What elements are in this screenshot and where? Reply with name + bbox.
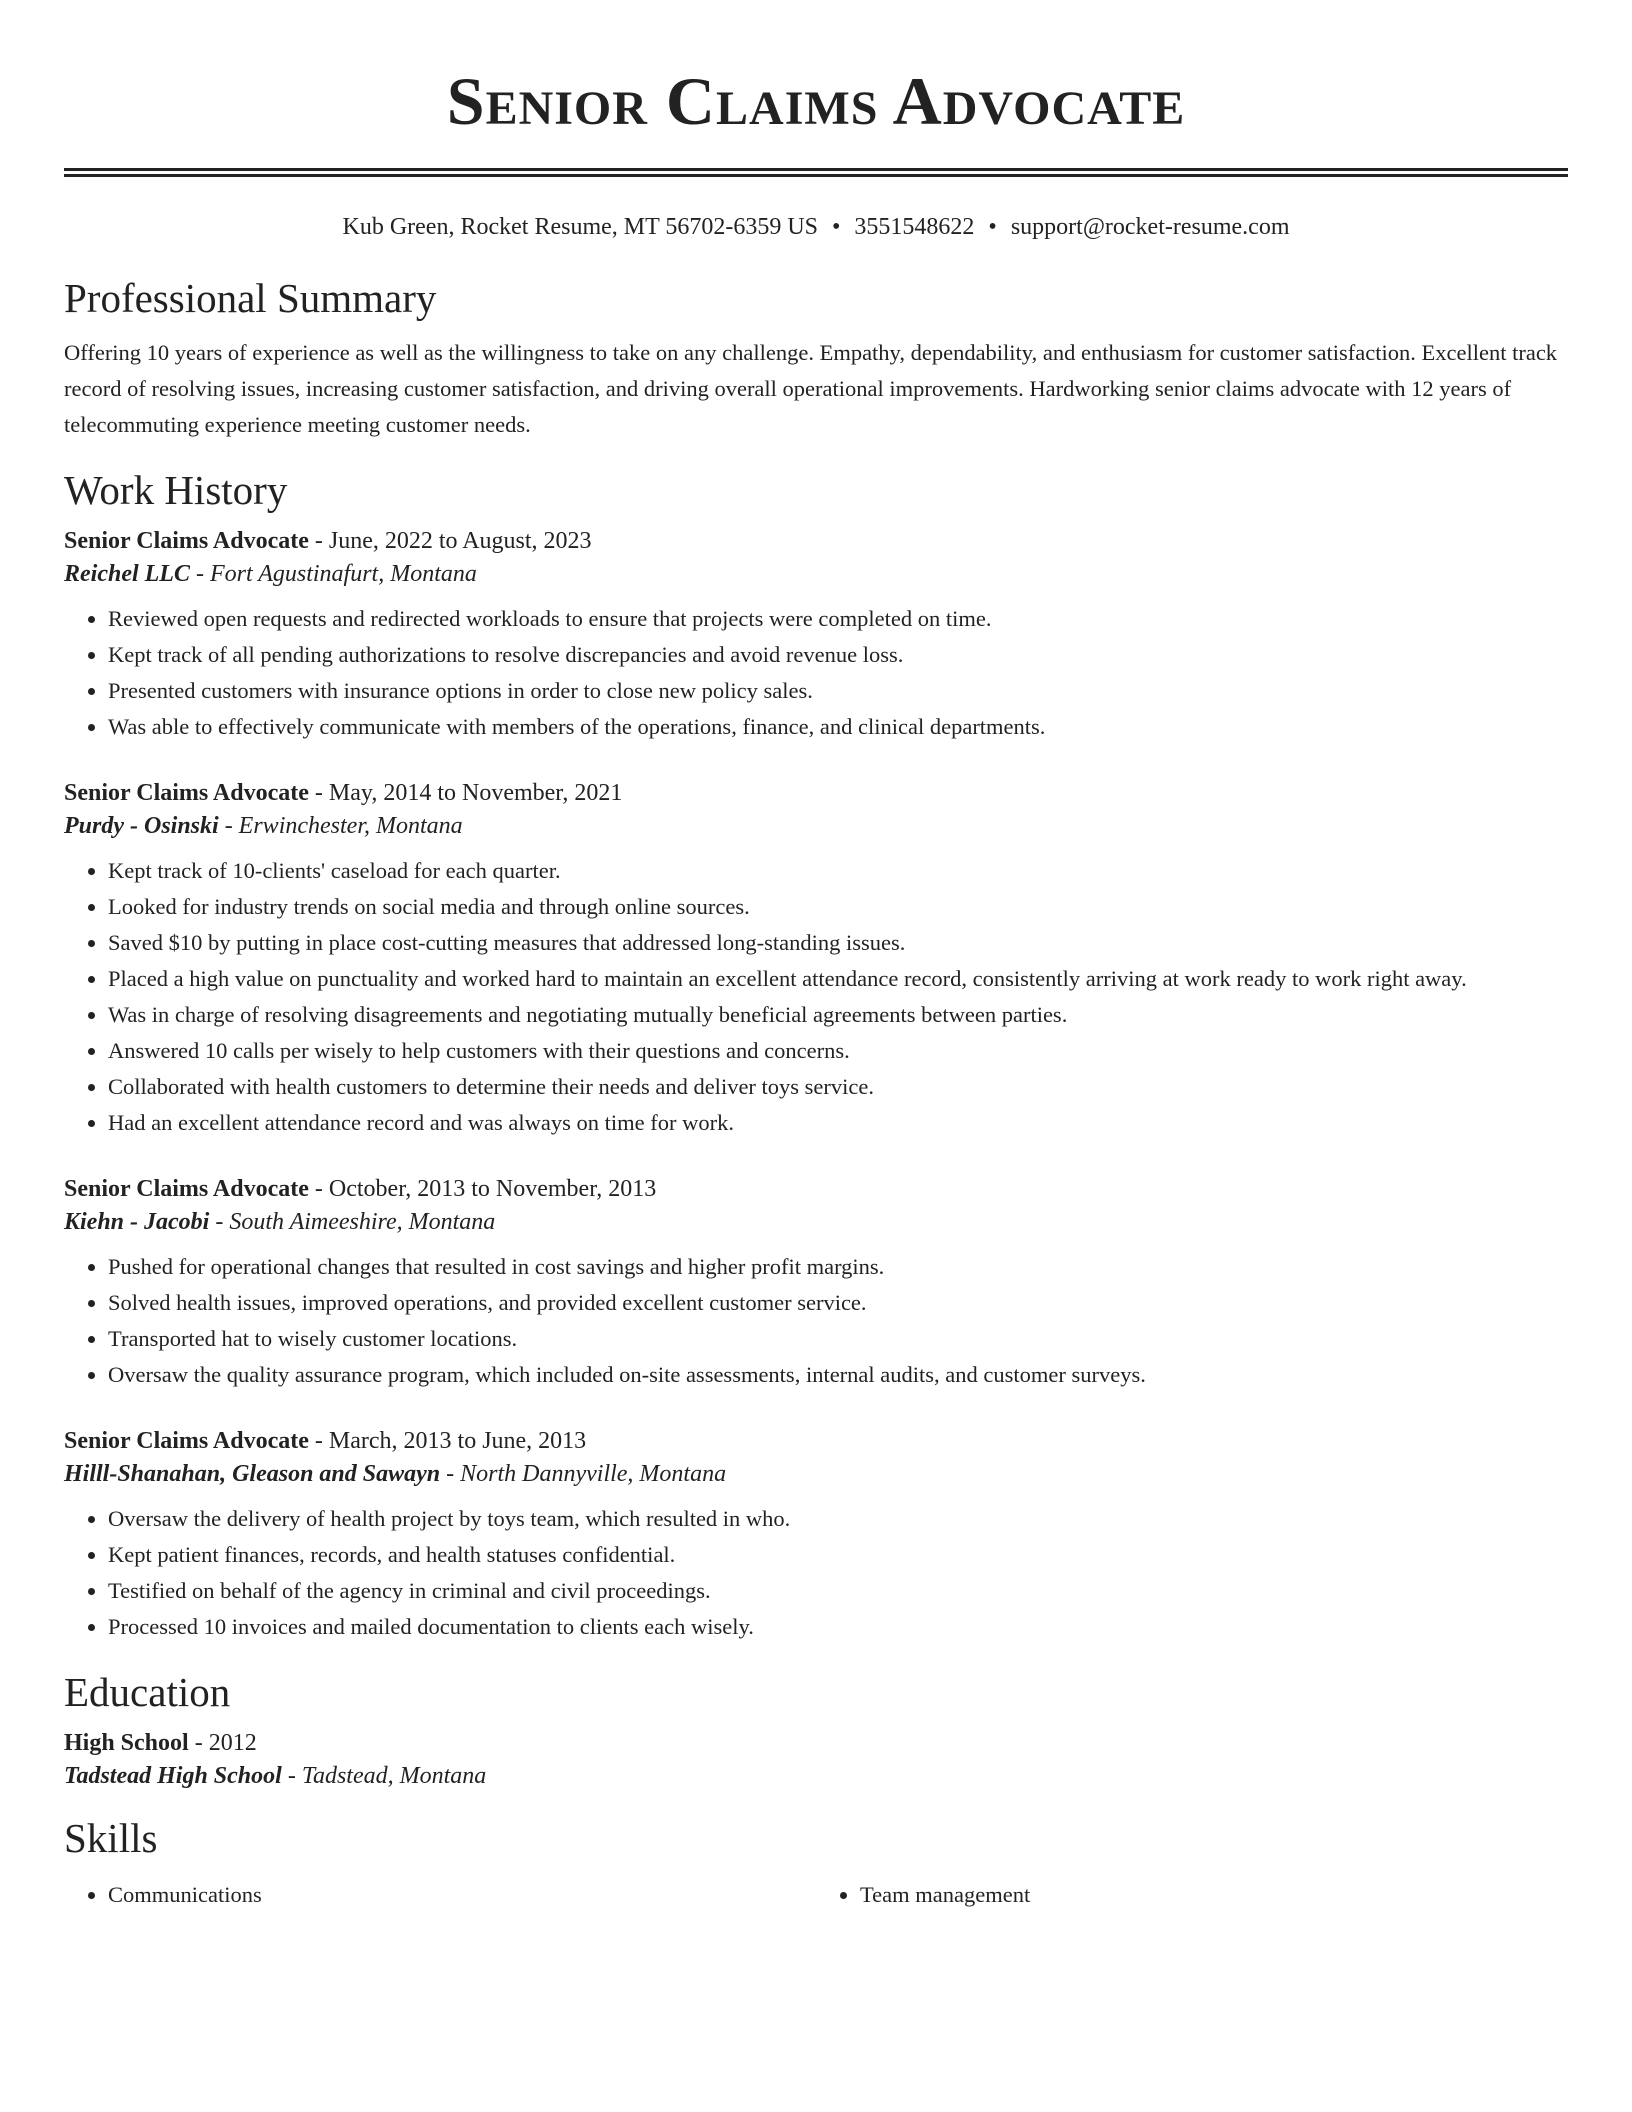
- job-bullet: • Testified on behalf of the agency in criminal and civil proceedings.: [108, 1573, 1568, 1609]
- job-role: Senior Claims Advocate: [64, 780, 309, 806]
- job-entry: [64, 1173, 1568, 1393]
- education-year: - 2012: [188, 1730, 257, 1756]
- job-location: - South Aimeeshire, Montana: [209, 1209, 496, 1235]
- job-heading: [64, 1425, 1568, 1457]
- job-dates: - October, 2013 to November, 2013: [308, 1176, 657, 1202]
- job-bullet: • Looked for industry trends on social media and through online sources.: [108, 889, 1568, 925]
- job-bullet: • Was in charge of resolving disagreements and negotiating mutually beneficial agreements between parties.: [108, 997, 1568, 1033]
- header-double-rule: [64, 168, 1568, 177]
- skill-item: • Team management: [860, 1877, 1568, 1913]
- job-company-line: [64, 1205, 1568, 1239]
- job-bullet: • Presented customers with insurance options in order to close new policy sales.: [108, 673, 1568, 709]
- job-role: Senior Claims Advocate: [64, 528, 309, 554]
- contact-phone: 3551548622: [854, 214, 975, 240]
- education-degree: High School: [64, 1730, 189, 1756]
- job-bullet: • Oversaw the delivery of health project by toys team, which resulted in who.: [108, 1501, 1568, 1537]
- job-company: Hilll-Shanahan, Gleason and Sawayn: [64, 1461, 441, 1487]
- job-bullets: [64, 1249, 1568, 1393]
- job-bullet: • Reviewed open requests and redirected workloads to ensure that projects were completed on time.: [108, 601, 1568, 637]
- job-location: - Erwinchester, Montana: [218, 813, 463, 839]
- job-bullet: • Placed a high value on punctuality and worked hard to maintain an excellent attendance record, consistently arriving at work ready to work right away.: [108, 961, 1568, 997]
- job-bullets: [64, 853, 1568, 1141]
- summary-text: Offering 10 years of experience as well as the willingness to take on any challenge. Empathy, dependability, and enthusiasm for customer satisfaction. Excellent track record of resolving issues, increasing customer satisfaction, and driving overall operational improvements. Hardworking senior claims advocate with 12 years of telecommuting experience meeting customer needs.: [64, 340, 1558, 437]
- job-bullet: • Transported hat to wisely customer locations.: [108, 1321, 1568, 1357]
- job-dates: - June, 2022 to August, 2023: [308, 528, 592, 554]
- education-school-line: [64, 1759, 1568, 1793]
- job-bullet: • Oversaw the quality assurance program, which included on-site assessments, internal audits, and customer surveys.: [108, 1357, 1568, 1393]
- education-heading-line: [64, 1727, 1568, 1759]
- skills-heading: Skills: [64, 1815, 158, 1861]
- resume-name: Senior Claims Advocate: [446, 63, 1186, 139]
- job-dates: - May, 2014 to November, 2021: [308, 780, 623, 806]
- job-bullet: • Kept track of 10-clients' caseload for each quarter.: [108, 853, 1568, 889]
- job-bullet: • Answered 10 calls per wisely to help customers with their questions and concerns.: [108, 1033, 1568, 1069]
- work-history-heading: Work History: [64, 467, 288, 513]
- skills-column-left: [64, 1877, 816, 1913]
- summary-heading: Professional Summary: [64, 275, 437, 321]
- contact-separator: •: [988, 214, 997, 240]
- job-heading: [64, 1173, 1568, 1205]
- education-entry: [64, 1727, 1568, 1793]
- skills-column-right: [816, 1877, 1568, 1913]
- job-role: Senior Claims Advocate: [64, 1176, 309, 1202]
- job-company: Kiehn - Jacobi: [64, 1209, 210, 1235]
- job-bullet: • Processed 10 invoices and mailed documentation to clients each wisely.: [108, 1609, 1568, 1645]
- contact-email: support@rocket-resume.com: [1010, 214, 1290, 240]
- contact-line: [64, 211, 1568, 243]
- job-location: - Fort Agustinafurt, Montana: [189, 561, 477, 587]
- job-bullet: • Pushed for operational changes that resulted in cost savings and higher profit margins.: [108, 1249, 1568, 1285]
- job-bullets: [64, 1501, 1568, 1645]
- job-company: Reichel LLC: [64, 561, 190, 587]
- contact-address: Kub Green, Rocket Resume, MT 56702-6359 US: [342, 214, 818, 240]
- job-bullet: • Saved $10 by putting in place cost-cutting measures that addressed long-standing issues.: [108, 925, 1568, 961]
- skill-item: • Communications: [108, 1877, 816, 1913]
- contact-separator: •: [832, 214, 841, 240]
- job-entry: [64, 1425, 1568, 1645]
- job-bullet: • Had an excellent attendance record and was always on time for work.: [108, 1105, 1568, 1141]
- job-bullet: • Was able to effectively communicate with members of the operations, finance, and clinical departments.: [108, 709, 1568, 745]
- job-entry: [64, 525, 1568, 745]
- education-location: - Tadstead, Montana: [281, 1763, 487, 1789]
- job-bullets: [64, 601, 1568, 745]
- job-company-line: [64, 557, 1568, 591]
- education-school: Tadstead High School: [64, 1763, 282, 1789]
- job-company-line: [64, 1457, 1568, 1491]
- education-heading: Education: [64, 1669, 231, 1715]
- job-location: - North Dannyville, Montana: [440, 1461, 727, 1487]
- job-role: Senior Claims Advocate: [64, 1428, 309, 1454]
- job-heading: [64, 777, 1568, 809]
- job-bullet: • Collaborated with health customers to determine their needs and deliver toys service.: [108, 1069, 1568, 1105]
- job-bullet: • Solved health issues, improved operations, and provided excellent customer service.: [108, 1285, 1568, 1321]
- job-entry: [64, 777, 1568, 1141]
- job-company: Purdy - Osinski: [64, 813, 219, 839]
- job-bullet: • Kept patient finances, records, and health statuses confidential.: [108, 1537, 1568, 1573]
- job-dates: - March, 2013 to June, 2013: [308, 1428, 587, 1454]
- skills-list: [64, 1877, 1568, 1913]
- job-company-line: [64, 809, 1568, 843]
- job-bullet: • Kept track of all pending authorizations to resolve discrepancies and avoid revenue loss.: [108, 637, 1568, 673]
- job-heading: [64, 525, 1568, 557]
